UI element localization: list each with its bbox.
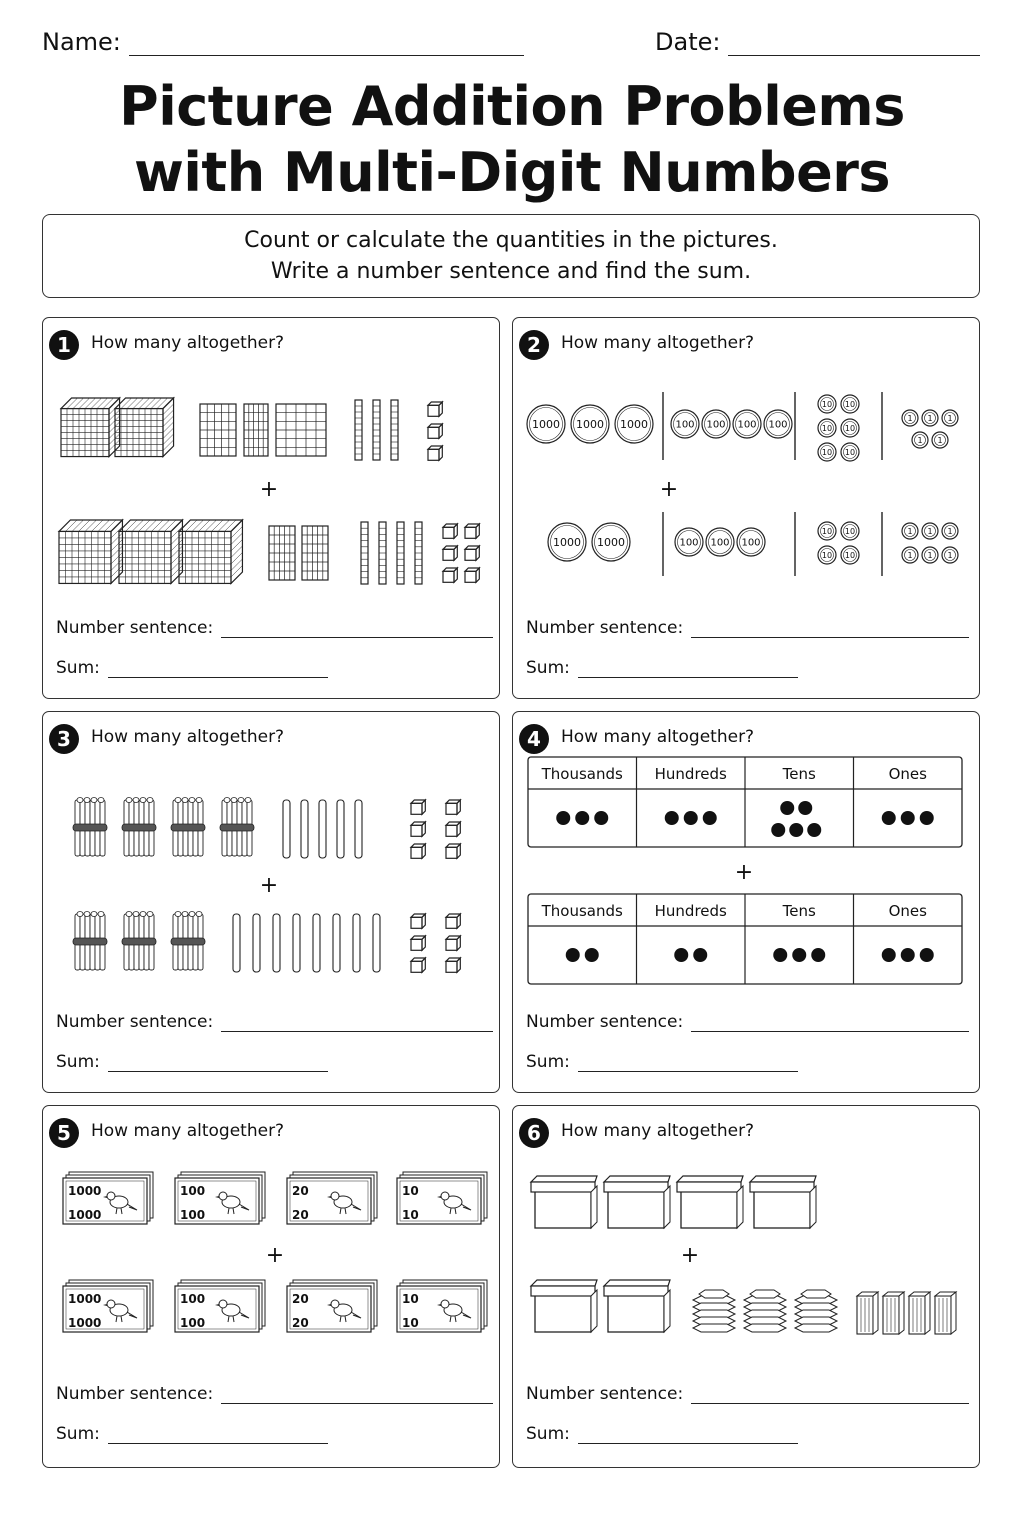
coin-10 [818,419,836,437]
coin-100 [675,528,703,556]
place-value-chart [528,757,962,847]
stack-icon [693,1290,735,1332]
coin-label: 1 [917,435,923,445]
ten-rod [397,522,404,584]
bundle-of-ten [122,912,156,971]
one-unit-cube [446,914,460,928]
number-sentence-row [526,618,969,638]
number-sentence-blank[interactable] [691,1016,969,1032]
place-value-dot [807,823,821,837]
coin-label: 1000 [532,417,560,431]
coin-100 [706,528,734,556]
one-unit-cube [411,958,425,972]
one-unit-cube [428,424,442,438]
sum-row [56,1052,328,1072]
name-field [42,28,524,56]
number-sentence-row [56,1012,493,1032]
sum-row [526,1052,798,1072]
one-unit-cube [411,800,425,814]
place-value-dot [780,801,794,815]
problem-number-badge: 3 [49,724,79,754]
coin-label: 10 [844,399,856,409]
coin-label: 100 [710,537,730,549]
column-header-thousands: Thousands [541,765,623,783]
place-value-dot [693,948,707,962]
thousand-cube [115,398,174,457]
box-icon [677,1176,743,1228]
bill-value: 100 [180,1292,206,1306]
sum-label: Sum: [526,1424,570,1444]
place-value-dot [684,811,698,825]
column-header-hundreds: Hundreds [654,765,727,783]
coin-label: 10 [821,423,833,433]
single-stick [273,914,280,972]
sum-row [56,1424,328,1444]
one-unit-cube [411,822,425,836]
coin-label: 10 [844,526,856,536]
place-value-chart [528,894,962,984]
sum-blank[interactable] [578,1056,798,1072]
problem-number-badge: 6 [519,1118,549,1148]
place-value-dot [566,948,580,962]
number-sentence-row [526,1384,969,1404]
bill-value: 1000 [68,1292,102,1306]
sum-blank[interactable] [108,1428,328,1444]
problem-number-badge: 4 [519,724,549,754]
single-stick [333,914,340,972]
bundles-and-sticks-picture [43,712,499,1002]
coin-10 [818,395,836,413]
single-stick [233,914,240,972]
coin-label: 100 [737,419,757,431]
place-value-dot [771,823,785,837]
coin-10 [841,419,859,437]
ten-rod [391,400,398,460]
column-header-ones: Ones [888,765,927,783]
bundle-of-ten [171,912,205,971]
sum-row [526,658,798,678]
date-label: Date: [655,28,721,56]
place-value-dot [703,811,717,825]
box-icon [531,1280,597,1332]
box-icon [531,1176,597,1228]
instructions-line-2: Write a number sentence and find the sum. [270,259,752,284]
date-field [655,28,980,56]
coin-label: 100 [741,537,761,549]
coin-label: 1 [927,413,933,423]
coin-1 [932,432,948,448]
coin-10 [818,522,836,540]
coin-label: 1 [947,413,953,423]
instructions-line-1: Count or calculate the quantities in the pictures. [244,228,778,253]
coin-1 [912,432,928,448]
thousand-cube [179,520,242,583]
bill-value: 100 [180,1184,206,1198]
number-sentence-row [56,1384,493,1404]
stack-icon [795,1290,837,1332]
bill-value: 10 [402,1292,419,1306]
place-value-dot [811,948,825,962]
problem-2 [512,317,980,699]
single-stick [293,914,300,972]
number-sentence-label: Number sentence: [526,1384,684,1404]
sum-row [56,658,328,678]
coin-10 [818,546,836,564]
coin-label: 100 [679,537,699,549]
single-stick [337,800,344,858]
coin-label: 10 [821,399,833,409]
sum-row [526,1424,798,1444]
sum-label: Sum: [56,1424,100,1444]
coin-1 [942,547,958,563]
coin-label: 1 [907,526,913,536]
coin-1000 [571,405,609,443]
bill-100 [175,1280,265,1332]
one-unit-cube [446,958,460,972]
boxes-picture [513,1106,979,1366]
problem-4 [512,711,980,1093]
one-unit-cube [446,800,460,814]
sum-blank[interactable] [108,1056,328,1072]
bill-value: 20 [292,1184,309,1198]
coin-1 [942,410,958,426]
thousand-cube [61,398,120,457]
coin-100 [737,528,765,556]
question-text: How many altogether? [91,727,285,747]
coin-1 [922,410,938,426]
one-unit-cube [428,446,442,460]
coin-1000 [527,405,565,443]
column-header-tens: Tens [782,765,816,783]
bill-value: 10 [402,1208,419,1222]
single-stick [283,800,290,858]
base-ten-blocks-picture [43,318,499,608]
bill-value: 20 [292,1316,309,1330]
coin-1 [922,547,938,563]
ten-rod [415,522,422,584]
number-sentence-blank[interactable] [221,1388,493,1404]
number-sentence-row [526,1012,969,1032]
hundred-flat [276,404,326,456]
one-unit-cube [465,524,479,538]
number-sentence-label: Number sentence: [56,618,214,638]
coin-label: 1 [927,550,933,560]
coin-1 [902,410,918,426]
place-value-dot [556,811,570,825]
coin-label: 1 [907,413,913,423]
instructions-box [42,214,980,298]
problem-3 [42,711,500,1093]
coin-label: 1 [947,526,953,536]
question-text: How many altogether? [91,1121,285,1141]
sum-label: Sum: [56,658,100,678]
coin-10 [818,443,836,461]
coin-label: 10 [821,526,833,536]
number-sentence-blank[interactable] [691,622,969,638]
coin-10 [841,522,859,540]
coin-label: 10 [844,447,856,457]
title-line-2: with Multi-Digit Numbers [134,141,890,204]
bundle-of-ten [220,798,254,857]
coin-10 [841,395,859,413]
coin-1000 [548,523,586,561]
coin-100 [733,410,761,438]
place-value-dot [585,948,599,962]
pack-icon [883,1292,904,1334]
thousand-cube [119,520,182,583]
bill-value: 10 [402,1316,419,1330]
coin-1 [902,523,918,539]
bundle-of-ten [73,798,107,857]
stack-icon [744,1290,786,1332]
coin-label: 1000 [597,535,625,549]
one-unit-cube [465,568,479,582]
place-value-dot [575,811,589,825]
sum-blank[interactable] [108,662,328,678]
sum-label: Sum: [526,1052,570,1072]
worksheet-title [0,74,1024,206]
coin-label: 1 [937,435,943,445]
question-text: How many altogether? [561,727,755,747]
one-unit-cube [443,524,457,538]
problem-number-badge: 1 [49,330,79,360]
ten-rod [379,522,386,584]
bill-value: 100 [180,1316,206,1330]
plus-sign: + [680,1243,700,1268]
one-unit-cube [428,402,442,416]
place-value-dot [594,811,608,825]
coin-label: 100 [675,419,695,431]
bill-value: 1000 [68,1184,102,1198]
hundred-flat [200,404,236,456]
coins-picture [513,318,979,608]
sum-blank[interactable] [578,662,798,678]
coin-label: 1000 [620,417,648,431]
bill-value: 10 [402,1184,419,1198]
coin-100 [764,410,792,438]
problem-6 [512,1105,980,1468]
bill-1000 [63,1172,153,1224]
number-sentence-label: Number sentence: [56,1012,214,1032]
number-sentence-blank[interactable] [221,1016,493,1032]
number-sentence-label: Number sentence: [56,1384,214,1404]
coin-10 [841,546,859,564]
plus-sign: + [259,477,279,502]
box-icon [750,1176,816,1228]
coin-label: 10 [844,550,856,560]
coin-label: 1 [947,550,953,560]
single-stick [355,800,362,858]
bundle-of-ten [122,798,156,857]
sum-label: Sum: [56,1052,100,1072]
one-unit-cube [446,936,460,950]
number-sentence-label: Number sentence: [526,1012,684,1032]
bills-picture [43,1106,499,1366]
coin-1000 [592,523,630,561]
box-icon [604,1176,670,1228]
place-value-dot [789,823,803,837]
ten-rod [355,400,362,460]
problem-1 [42,317,500,699]
problem-number-badge: 5 [49,1118,79,1148]
coin-label: 1000 [576,417,604,431]
pack-icon [857,1292,878,1334]
place-value-dot [901,948,915,962]
place-value-dot [920,811,934,825]
place-value-dot [665,811,679,825]
column-header-thousands: Thousands [541,902,623,920]
single-stick [253,914,260,972]
title-line-1: Picture Addition Problems [119,75,905,138]
problem-5 [42,1105,500,1468]
sum-blank[interactable] [578,1428,798,1444]
bill-10 [397,1280,487,1332]
one-unit-cube [443,546,457,560]
pack-icon [909,1292,930,1334]
coin-label: 100 [706,419,726,431]
box-icon [604,1280,670,1332]
bill-10 [397,1172,487,1224]
coin-100 [671,410,699,438]
coin-label: 1 [907,550,913,560]
hundred-flat [302,526,328,580]
coin-label: 10 [821,447,833,457]
pack-icon [935,1292,956,1334]
column-header-ones: Ones [888,902,927,920]
plus-sign: + [265,1243,285,1268]
one-unit-cube [446,844,460,858]
one-unit-cube [411,936,425,950]
number-sentence-blank[interactable] [221,622,493,638]
bill-20 [287,1172,377,1224]
place-value-dot [798,801,812,815]
one-unit-cube [411,844,425,858]
number-sentence-label: Number sentence: [526,618,684,638]
bill-value: 20 [292,1208,309,1222]
single-stick [319,800,326,858]
coin-label: 10 [844,423,856,433]
sum-label: Sum: [526,658,570,678]
bundle-of-ten [73,912,107,971]
single-stick [313,914,320,972]
thousand-cube [59,520,122,583]
one-unit-cube [443,568,457,582]
number-sentence-blank[interactable] [691,1388,969,1404]
place-value-dot [882,811,896,825]
place-value-dot [773,948,787,962]
place-value-dot [901,811,915,825]
coin-label: 10 [821,550,833,560]
single-stick [301,800,308,858]
date-blank[interactable] [728,28,980,56]
place-value-dot [792,948,806,962]
coin-10 [841,443,859,461]
hundred-flat [244,404,268,456]
coin-1 [902,547,918,563]
plus-sign: + [659,477,679,502]
place-value-dot [882,948,896,962]
coin-label: 1 [927,526,933,536]
question-text: How many altogether? [561,333,755,353]
ten-rod [361,522,368,584]
one-unit-cube [465,546,479,560]
one-unit-cube [446,822,460,836]
bill-20 [287,1280,377,1332]
single-stick [373,914,380,972]
column-header-hundreds: Hundreds [654,902,727,920]
coin-label: 100 [768,419,788,431]
plus-sign: + [259,873,279,898]
bundle-of-ten [171,798,205,857]
ten-rod [373,400,380,460]
place-value-dot [674,948,688,962]
one-unit-cube [411,914,425,928]
column-header-tens: Tens [782,902,816,920]
question-text: How many altogether? [561,1121,755,1141]
plus-sign: + [734,860,754,885]
problem-number-badge: 2 [519,330,549,360]
number-sentence-row [56,618,493,638]
bill-value: 1000 [68,1208,102,1222]
bill-100 [175,1172,265,1224]
bill-value: 20 [292,1292,309,1306]
coin-label: 1000 [553,535,581,549]
single-stick [353,914,360,972]
coin-1000 [615,405,653,443]
coin-100 [702,410,730,438]
question-text: How many altogether? [91,333,285,353]
bill-value: 100 [180,1208,206,1222]
bill-value: 1000 [68,1316,102,1330]
coin-1 [922,523,938,539]
place-value-chart-picture [513,712,979,1002]
bill-1000 [63,1280,153,1332]
hundred-flat [269,526,295,580]
place-value-dot [920,948,934,962]
name-label: Name: [42,28,121,56]
name-blank[interactable] [129,28,524,56]
coin-1 [942,523,958,539]
